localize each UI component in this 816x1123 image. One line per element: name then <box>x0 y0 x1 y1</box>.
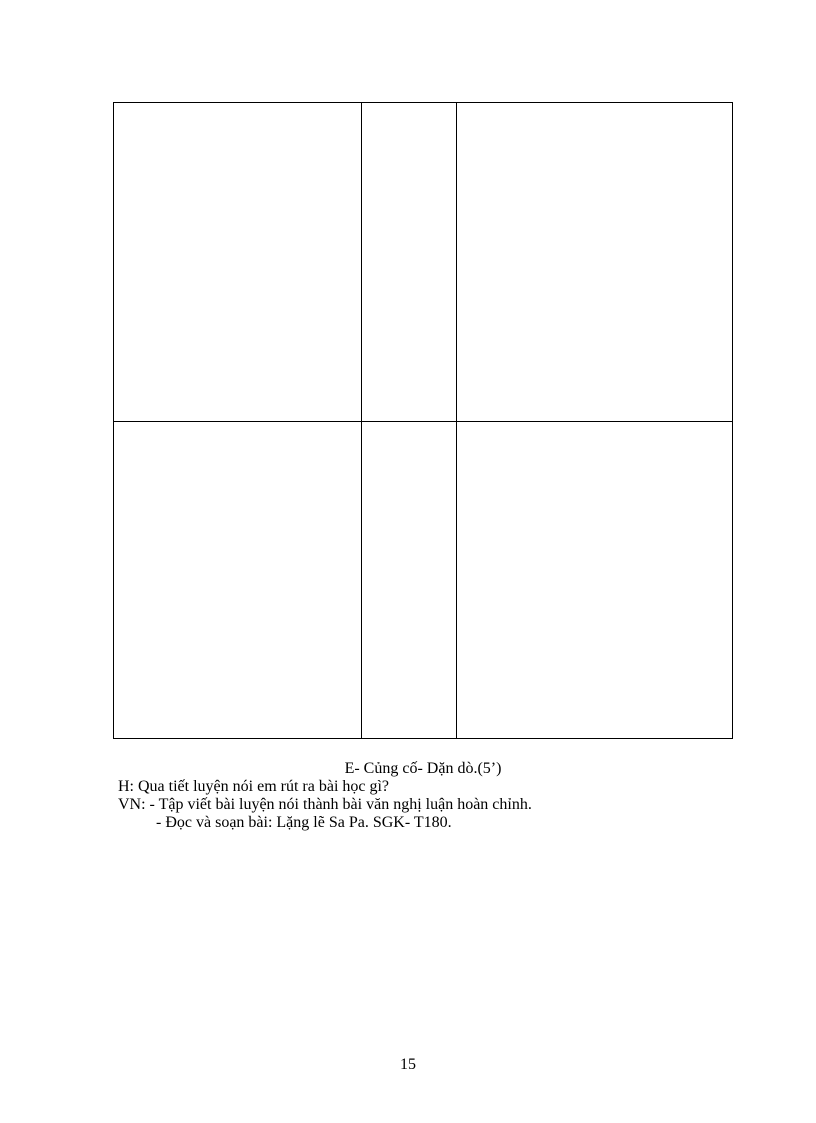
closing-section <box>118 760 728 832</box>
homework-line-1: VN: - Tập viết bài luyện nói thành bài văn nghị luận hoàn chỉnh. <box>118 796 532 813</box>
homework-line-2: - Đọc và soạn bài: Lặng lẽ Sa Pa. SGK- T180. <box>156 814 452 831</box>
lesson-table <box>113 102 733 739</box>
table-row-divider <box>114 421 732 422</box>
question-line: H: Qua tiết luyện nói em rút ra bài học gì? <box>118 778 390 795</box>
page-number: 15 <box>400 1056 416 1073</box>
section-heading: E- Củng cố- Dặn dò.(5’) <box>344 760 502 777</box>
